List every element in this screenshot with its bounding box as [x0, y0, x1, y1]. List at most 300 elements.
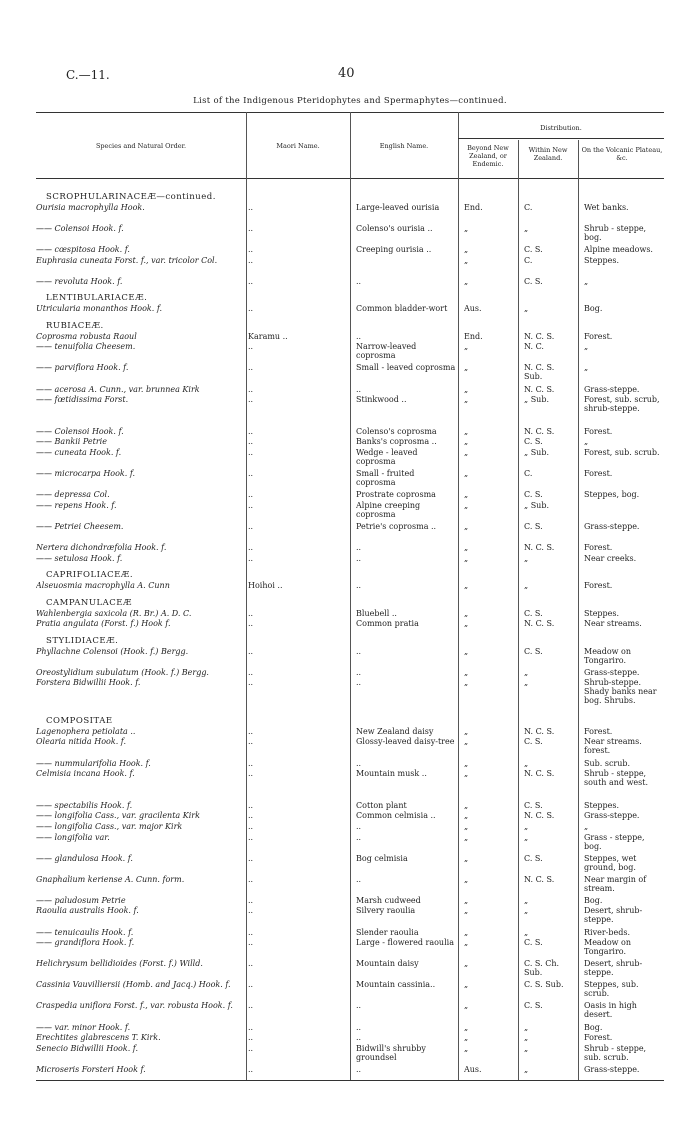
- english-cell: Common bladder-wort: [356, 304, 448, 314]
- table-row: [36, 619, 664, 630]
- beyond-cell: „: [464, 667, 469, 677]
- english-cell: Cotton plant: [356, 800, 407, 810]
- within-cell: „: [524, 927, 529, 937]
- maori-cell: ..: [248, 521, 254, 531]
- maori-cell: ..: [248, 1033, 254, 1043]
- english-cell: ..: [356, 874, 362, 884]
- english-cell: Silvery raoulia: [356, 906, 416, 916]
- beyond-cell: „: [464, 906, 469, 916]
- within-cell: N. C. S.: [524, 811, 555, 821]
- english-cell: Mountain musk ..: [356, 769, 427, 779]
- table-row: [36, 543, 664, 554]
- within-cell: C. S.: [524, 1001, 543, 1011]
- within-cell: N. C. S.: [524, 331, 555, 341]
- species-cell: Senecio Bidwillii Hook. f.: [36, 1043, 139, 1053]
- species-cell: Lagenophera petiolata ..: [36, 726, 136, 736]
- maori-cell: ..: [248, 980, 254, 990]
- volcanic-cell: „: [584, 437, 589, 447]
- english-cell: Bog celmisia: [356, 853, 408, 863]
- english-cell: Petrie's coprosma ..: [356, 521, 437, 531]
- english-cell: ..: [356, 276, 362, 286]
- col-header-distribution: Distribution.: [540, 124, 582, 132]
- table-row: [36, 1044, 664, 1065]
- table-row: [36, 342, 664, 363]
- table-row: [36, 490, 664, 501]
- table-row: [36, 737, 664, 758]
- table-row: [36, 609, 664, 620]
- maori-cell: ..: [248, 758, 254, 768]
- within-cell: „: [524, 822, 529, 832]
- table-row: [36, 801, 664, 812]
- volcanic-cell: „: [584, 276, 589, 286]
- species-cell: —— repens Hook. f.: [36, 500, 117, 510]
- within-cell: „ Sub.: [524, 395, 549, 405]
- volcanic-cell: Bog.: [584, 304, 603, 314]
- species-cell: Helichrysum bellidioides (Forst. f.) Willd.: [36, 959, 203, 969]
- maori-cell: ..: [248, 447, 254, 457]
- volcanic-cell: Steppes.: [584, 608, 620, 618]
- volcanic-cell: Near margin of stream.: [584, 874, 647, 893]
- english-cell: ..: [356, 678, 362, 688]
- maori-cell: ..: [248, 959, 254, 969]
- family-name: SCROPHULARINACEÆ—continued.: [46, 191, 216, 202]
- maori-cell: ..: [248, 646, 254, 656]
- within-cell: N. C. S.: [524, 619, 555, 629]
- species-cell: Coprosma robusta Raoul: [36, 331, 137, 341]
- page-title: List of the Indigenous Pteridophytes and Spermaphytes—continued.: [193, 96, 507, 106]
- volcanic-cell: Near creeks.: [584, 553, 637, 563]
- english-cell: Prostrate coprosma: [356, 490, 436, 500]
- species-cell: —— revoluta Hook. f.: [36, 276, 123, 286]
- within-cell: N. C. S.: [524, 542, 555, 552]
- english-cell: Large - flowered raoulia: [356, 938, 454, 948]
- within-cell: N. C. S.: [524, 874, 555, 884]
- maori-cell: ..: [248, 726, 254, 736]
- species-cell: —— microcarpa Hook. f.: [36, 469, 136, 479]
- family-name: RUBIACEÆ.: [46, 320, 104, 331]
- volcanic-cell: Bog.: [584, 1022, 603, 1032]
- beyond-cell: „: [464, 678, 469, 688]
- table-row: [36, 896, 664, 907]
- table-row: [36, 678, 664, 710]
- table-row: [36, 668, 664, 679]
- volcanic-cell: Alpine meadows.: [584, 245, 653, 255]
- family-name: LENTIBULARIACEÆ.: [46, 293, 148, 304]
- species-cell: —— Colensoi Hook. f.: [36, 426, 124, 436]
- species-cell: Microseris Forsteri Hook f.: [36, 1064, 146, 1074]
- maori-cell: ..: [248, 202, 254, 212]
- species-table: [36, 186, 664, 1075]
- maori-cell: ..: [248, 255, 254, 265]
- table-row: [36, 980, 664, 1001]
- beyond-cell: „: [464, 490, 469, 500]
- english-cell: ..: [356, 384, 362, 394]
- maori-cell: ..: [248, 811, 254, 821]
- volcanic-cell: „: [584, 342, 589, 352]
- species-cell: —— depressa Col.: [36, 490, 110, 500]
- maori-cell: ..: [248, 276, 254, 286]
- species-cell: Euphrasia cuneata Forst. f., var. tricolor Col.: [36, 255, 218, 265]
- volcanic-cell: Forest.: [584, 542, 613, 552]
- maori-cell: ..: [248, 667, 254, 677]
- within-cell: „: [524, 895, 529, 905]
- beyond-cell: „: [464, 276, 469, 286]
- within-cell: „: [524, 1064, 529, 1074]
- within-cell: N. C.: [524, 342, 544, 352]
- volcanic-cell: Grass-steppe.: [584, 667, 640, 677]
- species-cell: Alseuosmia macrophylla A. Cunn: [36, 581, 170, 591]
- table-row: [36, 769, 664, 801]
- family-heading: [36, 630, 664, 647]
- within-cell: C. S.: [524, 800, 543, 810]
- maori-cell: ..: [248, 1043, 254, 1053]
- maori-cell: Karamu ..: [248, 331, 288, 341]
- beyond-cell: Aus.: [464, 1064, 482, 1074]
- maori-cell: ..: [248, 938, 254, 948]
- volcanic-cell: Steppes.: [584, 255, 620, 265]
- table-row: [36, 256, 664, 277]
- table-row: [36, 959, 664, 980]
- species-cell: —— spectabilis Hook. f.: [36, 800, 133, 810]
- english-cell: Large-leaved ourisia: [356, 202, 440, 212]
- english-cell: ..: [356, 646, 362, 656]
- species-cell: Craspedia uniflora Forst. f., var. robusta Hook. f.: [36, 1001, 233, 1011]
- english-cell: New Zealand daisy: [356, 726, 434, 736]
- volcanic-cell: Meadow on Tongariro.: [584, 646, 631, 665]
- beyond-cell: Aus.: [464, 304, 482, 314]
- table-row: [36, 647, 664, 668]
- maori-cell: ..: [248, 223, 254, 233]
- beyond-cell: End.: [464, 202, 483, 212]
- english-cell: ..: [356, 822, 362, 832]
- beyond-cell: „: [464, 800, 469, 810]
- volcanic-cell: Bog.: [584, 895, 603, 905]
- table-row: [36, 332, 664, 343]
- table-row: [36, 395, 664, 427]
- within-cell: „: [524, 667, 529, 677]
- within-cell: C. S.: [524, 646, 543, 656]
- table-row: [36, 448, 664, 469]
- within-cell: N. C. S.: [524, 384, 555, 394]
- volcanic-cell: Shrub - steppe, bog.: [584, 223, 647, 242]
- species-cell: —— cœspitosa Hook. f.: [36, 245, 130, 255]
- within-cell: C. S.: [524, 521, 543, 531]
- volcanic-cell: Forest, sub. scrub, shrub-steppe.: [584, 395, 660, 414]
- within-cell: C. S.: [524, 938, 543, 948]
- maori-cell: ..: [248, 608, 254, 618]
- beyond-cell: „: [464, 437, 469, 447]
- distribution-subrule: [458, 138, 664, 139]
- volcanic-cell: Grass-steppe.: [584, 384, 640, 394]
- beyond-cell: „: [464, 959, 469, 969]
- table-row: [36, 581, 664, 592]
- volcanic-cell: Steppes, wet ground, bog.: [584, 853, 637, 872]
- beyond-cell: „: [464, 447, 469, 457]
- maori-cell: ..: [248, 832, 254, 842]
- maori-cell: Hoihoi ..: [248, 581, 283, 591]
- volcanic-cell: Forest.: [584, 331, 613, 341]
- within-cell: „: [524, 223, 529, 233]
- within-cell: C.: [524, 469, 533, 479]
- beyond-cell: „: [464, 342, 469, 352]
- table-row: [36, 854, 664, 875]
- within-cell: „: [524, 581, 529, 591]
- english-cell: ..: [356, 832, 362, 842]
- maori-cell: ..: [248, 1022, 254, 1032]
- table-row: [36, 522, 664, 543]
- english-cell: ..: [356, 1022, 362, 1032]
- maori-cell: ..: [248, 553, 254, 563]
- species-cell: —— glandulosa Hook. f.: [36, 853, 133, 863]
- table-row: [36, 554, 664, 565]
- beyond-cell: „: [464, 1033, 469, 1043]
- maori-cell: ..: [248, 384, 254, 394]
- species-cell: Oreostylidium subulatum (Hook. f.) Bergg.: [36, 667, 209, 677]
- volcanic-cell: Near streams. forest.: [584, 737, 642, 756]
- english-cell: ..: [356, 1001, 362, 1011]
- species-cell: Celmisia incana Hook. f.: [36, 769, 135, 779]
- species-cell: —— Colensoi Hook. f.: [36, 223, 124, 233]
- beyond-cell: „: [464, 895, 469, 905]
- species-cell: Gnaphalium keriense A. Cunn. form.: [36, 874, 185, 884]
- beyond-cell: „: [464, 521, 469, 531]
- volcanic-cell: Shrub - steppe, south and west.: [584, 769, 649, 788]
- english-cell: Bidwill's shrubby groundsel: [356, 1043, 426, 1062]
- english-cell: Colenso's ourisia ..: [356, 223, 433, 233]
- report-reference: C.—11.: [66, 68, 110, 82]
- table-row: [36, 1001, 664, 1022]
- volcanic-cell: Meadow on Tongariro.: [584, 938, 631, 957]
- english-cell: Mountain daisy: [356, 959, 419, 969]
- beyond-cell: „: [464, 223, 469, 233]
- within-cell: C. S.: [524, 490, 543, 500]
- page-number: 40: [338, 66, 355, 81]
- beyond-cell: „: [464, 980, 469, 990]
- maori-cell: ..: [248, 363, 254, 373]
- within-cell: „: [524, 906, 529, 916]
- english-cell: ..: [356, 331, 362, 341]
- family-heading: [36, 315, 664, 332]
- english-cell: Colenso's coprosma: [356, 426, 437, 436]
- table-row: [36, 304, 664, 315]
- english-cell: Banks's coprosma ..: [356, 437, 437, 447]
- maori-cell: ..: [248, 853, 254, 863]
- species-cell: Nertera dichondræfolia Hook. f.: [36, 542, 167, 552]
- within-cell: „: [524, 304, 529, 314]
- beyond-cell: „: [464, 1001, 469, 1011]
- beyond-cell: „: [464, 469, 469, 479]
- within-cell: C. S.: [524, 276, 543, 286]
- species-cell: —— cuneata Hook. f.: [36, 447, 122, 457]
- col-header-beyond: Beyond New Zealand, or Endemic.: [467, 144, 509, 168]
- english-cell: Wedge - leaved coprosma: [356, 447, 418, 466]
- table-row: [36, 833, 664, 854]
- volcanic-cell: Grass-steppe.: [584, 811, 640, 821]
- within-cell: „ Sub.: [524, 500, 549, 510]
- maori-cell: ..: [248, 822, 254, 832]
- maori-cell: ..: [248, 426, 254, 436]
- maori-cell: ..: [248, 1064, 254, 1074]
- within-cell: C. S.: [524, 737, 543, 747]
- english-cell: Common celmisia ..: [356, 811, 436, 821]
- maori-cell: ..: [248, 906, 254, 916]
- volcanic-cell: Forest.: [584, 426, 613, 436]
- maori-cell: ..: [248, 342, 254, 352]
- table-row: [36, 727, 664, 738]
- volcanic-cell: Desert, shrub-steppe.: [584, 959, 643, 978]
- family-name: CAPRIFOLIACEÆ.: [46, 570, 134, 581]
- within-cell: „: [524, 758, 529, 768]
- table-row: [36, 437, 664, 448]
- species-cell: —— longifolia Cass., var. major Kirk: [36, 822, 183, 832]
- table-row: [36, 938, 664, 959]
- volcanic-cell: Forest.: [584, 581, 613, 591]
- beyond-cell: „: [464, 542, 469, 552]
- table-row: [36, 385, 664, 396]
- english-cell: Small - fruited coprosma: [356, 469, 415, 488]
- english-cell: Small - leaved coprosma: [356, 363, 456, 373]
- english-cell: Bluebell ..: [356, 608, 397, 618]
- volcanic-cell: Steppes.: [584, 800, 620, 810]
- table-bottom-rule: [36, 1080, 664, 1081]
- within-cell: „: [524, 678, 529, 688]
- english-cell: Common pratia: [356, 619, 419, 629]
- maori-cell: ..: [248, 437, 254, 447]
- species-cell: —— longifolia Cass., var. gracilenta Kirk: [36, 811, 200, 821]
- table-row: [36, 427, 664, 438]
- species-cell: —— fœtidissima Forst.: [36, 395, 129, 405]
- family-heading: [36, 564, 664, 581]
- english-cell: Creeping ourisia ..: [356, 245, 432, 255]
- beyond-cell: „: [464, 737, 469, 747]
- species-cell: —— acerosa A. Cunn., var. brunnea Kirk: [36, 384, 200, 394]
- maori-cell: ..: [248, 490, 254, 500]
- beyond-cell: „: [464, 769, 469, 779]
- maori-cell: ..: [248, 245, 254, 255]
- english-cell: ..: [356, 1033, 362, 1043]
- within-cell: C. S.: [524, 245, 543, 255]
- maori-cell: ..: [248, 800, 254, 810]
- english-cell: ..: [356, 553, 362, 563]
- volcanic-cell: Oasis in high desert.: [584, 1001, 637, 1020]
- beyond-cell: „: [464, 245, 469, 255]
- beyond-cell: End.: [464, 331, 483, 341]
- beyond-cell: „: [464, 938, 469, 948]
- within-cell: N. C. S. Sub.: [524, 363, 555, 382]
- table-row: [36, 1023, 664, 1034]
- beyond-cell: „: [464, 500, 469, 510]
- maori-cell: ..: [248, 395, 254, 405]
- beyond-cell: „: [464, 874, 469, 884]
- within-cell: „ Sub.: [524, 447, 549, 457]
- volcanic-cell: „: [584, 822, 589, 832]
- species-cell: Raoulia australis Hook. f.: [36, 906, 139, 916]
- beyond-cell: „: [464, 1043, 469, 1053]
- species-cell: —— Bankii Petrie: [36, 437, 107, 447]
- beyond-cell: „: [464, 927, 469, 937]
- within-cell: C.: [524, 255, 533, 265]
- beyond-cell: „: [464, 822, 469, 832]
- volcanic-cell: Near streams.: [584, 619, 642, 629]
- within-cell: C. S.: [524, 853, 543, 863]
- species-cell: Olearia nitida Hook. f.: [36, 737, 126, 747]
- table-row: [36, 363, 664, 384]
- within-cell: „: [524, 1043, 529, 1053]
- maori-cell: ..: [248, 895, 254, 905]
- volcanic-cell: Sub. scrub.: [584, 758, 631, 768]
- table-row: [36, 224, 664, 245]
- maori-cell: ..: [248, 737, 254, 747]
- volcanic-cell: Forest.: [584, 726, 613, 736]
- species-cell: Cassinia Vauvilliersii (Homb. and Jacq.) Hook. f.: [36, 980, 231, 990]
- volcanic-cell: Forest, sub. scrub.: [584, 447, 660, 457]
- english-cell: Marsh cudweed: [356, 895, 421, 905]
- maori-cell: ..: [248, 769, 254, 779]
- volcanic-cell: Grass-steppe.: [584, 1064, 640, 1074]
- beyond-cell: „: [464, 553, 469, 563]
- within-cell: C. S. Ch. Sub.: [524, 959, 560, 978]
- family-heading: [36, 186, 664, 203]
- volcanic-cell: Desert, shrub-steppe.: [584, 906, 643, 925]
- english-cell: Stinkwood ..: [356, 395, 407, 405]
- maori-cell: ..: [248, 542, 254, 552]
- species-cell: —— nummularifolia Hook. f.: [36, 758, 151, 768]
- within-cell: C. S. Sub.: [524, 980, 564, 990]
- beyond-cell: „: [464, 853, 469, 863]
- maori-cell: ..: [248, 678, 254, 688]
- col-header-english: English Name.: [379, 142, 429, 150]
- within-cell: C. S.: [524, 608, 543, 618]
- table-row: [36, 875, 664, 896]
- family-heading: [36, 710, 664, 727]
- species-cell: —— parviflora Hook. f.: [36, 363, 129, 373]
- species-cell: —— Petriei Cheesem.: [36, 521, 124, 531]
- species-cell: —— paludosum Petrie: [36, 895, 126, 905]
- within-cell: C.: [524, 202, 533, 212]
- beyond-cell: „: [464, 426, 469, 436]
- within-cell: N. C. S.: [524, 769, 555, 779]
- table-row: [36, 501, 664, 522]
- english-cell: Slender raoulia: [356, 927, 419, 937]
- table-row: [36, 906, 664, 927]
- family-heading: [36, 592, 664, 609]
- within-cell: C. S.: [524, 437, 543, 447]
- within-cell: N. C. S.: [524, 726, 555, 736]
- maori-cell: ..: [248, 619, 254, 629]
- table-row: [36, 822, 664, 833]
- table-row: [36, 1033, 664, 1044]
- beyond-cell: „: [464, 619, 469, 629]
- volcanic-cell: Shrub-steppe. Shady banks near bog. Shrubs.: [584, 678, 657, 706]
- beyond-cell: „: [464, 758, 469, 768]
- species-cell: Pratia angulata (Forst. f.) Hook f.: [36, 619, 171, 629]
- beyond-cell: „: [464, 384, 469, 394]
- beyond-cell: „: [464, 581, 469, 591]
- volcanic-cell: Forest.: [584, 1033, 613, 1043]
- english-cell: Alpine creeping coprosma: [356, 500, 421, 519]
- table-row: [36, 928, 664, 939]
- table-row: [36, 1065, 664, 1076]
- english-cell: ..: [356, 542, 362, 552]
- volcanic-cell: Steppes, sub. scrub.: [584, 980, 639, 999]
- family-name: CAMPANULACEÆ: [46, 597, 133, 608]
- species-cell: Utricularia monanthos Hook. f.: [36, 304, 163, 314]
- within-cell: „: [524, 1033, 529, 1043]
- col-header-maori: Maori Name.: [276, 142, 320, 150]
- table-row: [36, 469, 664, 490]
- beyond-cell: „: [464, 608, 469, 618]
- species-cell: Ourisia macrophylla Hook.: [36, 202, 145, 212]
